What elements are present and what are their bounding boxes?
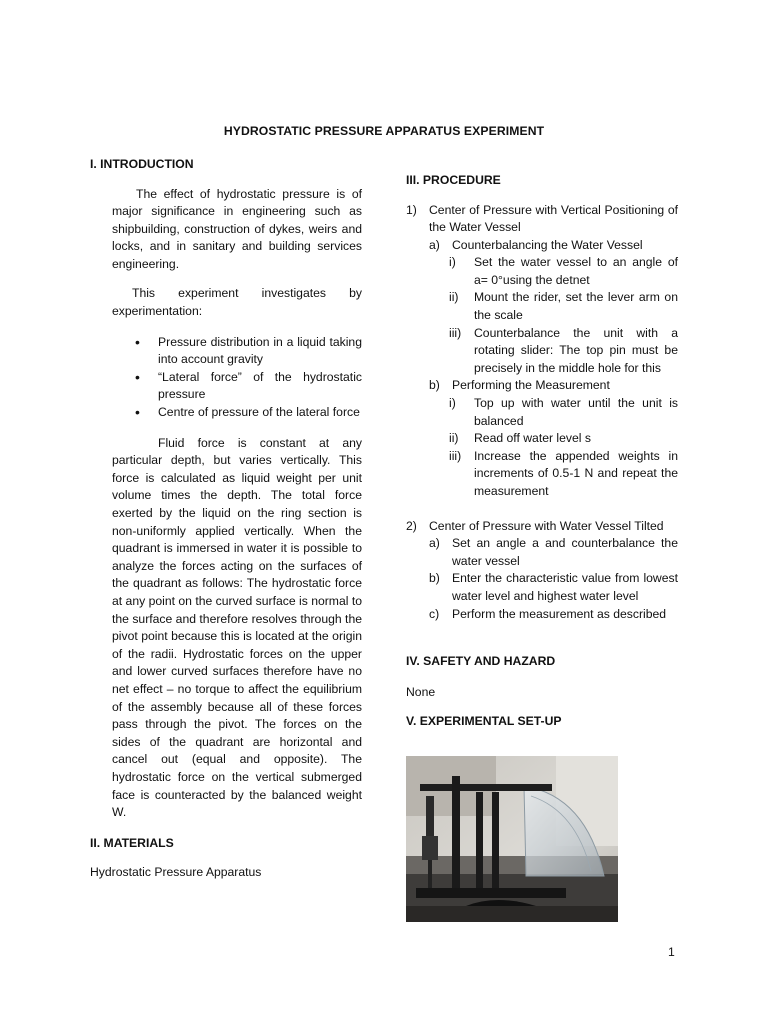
procedure-heading: III. PROCEDURE	[406, 173, 501, 187]
step-marker: b)	[429, 378, 440, 393]
materials-heading: II. MATERIALS	[90, 835, 174, 850]
step-marker: iii)	[449, 325, 462, 340]
safety-text: None	[406, 684, 436, 699]
procedure-list	[406, 202, 678, 624]
introduction-body	[90, 186, 362, 321]
materials-item: Hydrostatic Pressure Apparatus	[90, 865, 262, 880]
step-marker: b)	[429, 571, 440, 586]
step-text: Read off water level s	[474, 431, 591, 446]
step-marker: a)	[429, 536, 440, 551]
introduction-paragraph-2: This experiment investigates by experimentation:	[112, 286, 362, 319]
step-text: Increase the appended weights in increments of 0.5-1 N and repeat the measurement	[474, 448, 678, 498]
introduction-paragraph-1: The effect of hydrostatic pressure is of major significance in engineering such as shipbuilding, construction of dykes, weirs and locks, and in sanitary and building services engineering.	[112, 186, 362, 271]
step-marker: a)	[429, 237, 440, 252]
step-marker: i)	[449, 255, 456, 270]
step-text: Set an angle a and counterbalance the water vessel	[452, 536, 678, 568]
step-text: Set the water vessel to an angle of a= 0°using the detnet	[474, 255, 678, 287]
step-marker: i)	[449, 396, 456, 411]
step-marker: c)	[429, 606, 440, 621]
procedure-step-1a-iii	[406, 325, 678, 378]
introduction-bullet-list	[90, 334, 362, 422]
step-text: Enter the characteristic value from lowest water level and highest water level	[452, 571, 678, 603]
procedure-step-1a-ii	[406, 289, 678, 324]
list-item: • Pressure distribution in a liquid taking into account gravity	[135, 334, 362, 369]
procedure-step-1b-ii	[406, 430, 678, 448]
left-column	[90, 156, 362, 882]
procedure-step-2a	[406, 535, 678, 570]
step-marker: ii)	[449, 290, 459, 305]
step-text: Counterbalance the unit with a rotating slider: The top pin must be precisely in the middle hole for this	[474, 325, 678, 375]
procedure-step-2b	[406, 570, 678, 605]
step-text: Counterbalancing the Water Vessel	[452, 237, 643, 252]
procedure-step-1a-i	[406, 254, 678, 289]
page-title: HYDROSTATIC PRESSURE APPARATUS EXPERIMENT	[223, 124, 545, 138]
step-text: Perform the measurement as described	[452, 606, 667, 621]
step-text: Center of Pressure with Vertical Positioning of the Water Vessel	[429, 202, 678, 235]
procedure-step-1b	[406, 377, 678, 395]
step-text: Top up with water until the unit is balanced	[474, 396, 678, 428]
step-marker: 1)	[406, 202, 417, 217]
procedure-step-1b-iii	[406, 448, 678, 501]
procedure-step-1a	[406, 237, 678, 255]
introduction-paragraph-3: Fluid force is constant at any particular depth, but varies vertically. This force is calculated as liquid weight per unit volume times the depth. The total force exerted by the liquid on the ring section is non-uniformly applied vertically. When the quadrant is immersed in water it is possible to analyze the forces acting on the surfaces of the quadrant as follows: The hydrostatic force at any point on the curved surface is normal to the surface and therefore resolves through the pivot point because this is located at the origin of the radii. Hydrostatic forces on the upper and lower curved surfaces therefore have no net effect – no torque to affect the equilibrium of the assembly because all of these forces pass through the pivot. The forces on the sides of the quadrant are horizontal and cancel out (equal and opposite). The hydrostatic force on the vertical submerged face is counteracted by the balanced weight W.	[112, 435, 362, 820]
procedure-step-2	[406, 518, 678, 536]
step-marker: 2)	[406, 518, 417, 533]
page-number: 1	[668, 945, 675, 959]
setup-photo	[406, 756, 618, 922]
step-marker: iii)	[449, 448, 462, 463]
introduction-heading: I. INTRODUCTION	[90, 157, 194, 171]
right-column	[406, 172, 678, 731]
procedure-step-2c	[406, 606, 678, 624]
safety-heading: IV. SAFETY AND HAZARD	[406, 654, 556, 669]
list-item: • “Lateral force” of the hydrostatic pressure	[135, 369, 362, 404]
step-marker: ii)	[449, 431, 459, 446]
step-text: Center of Pressure with Water Vessel Tilted	[429, 518, 664, 533]
procedure-step-1b-i	[406, 395, 678, 430]
step-text: Performing the Measurement	[452, 378, 610, 393]
list-item: • Centre of pressure of the lateral force	[135, 404, 362, 422]
introduction-body-2	[90, 435, 362, 822]
setup-heading: V. EXPERIMENTAL SET-UP	[406, 714, 562, 729]
procedure-step-1	[406, 202, 678, 237]
step-text: Mount the rider, set the lever arm on the scale	[474, 290, 678, 323]
